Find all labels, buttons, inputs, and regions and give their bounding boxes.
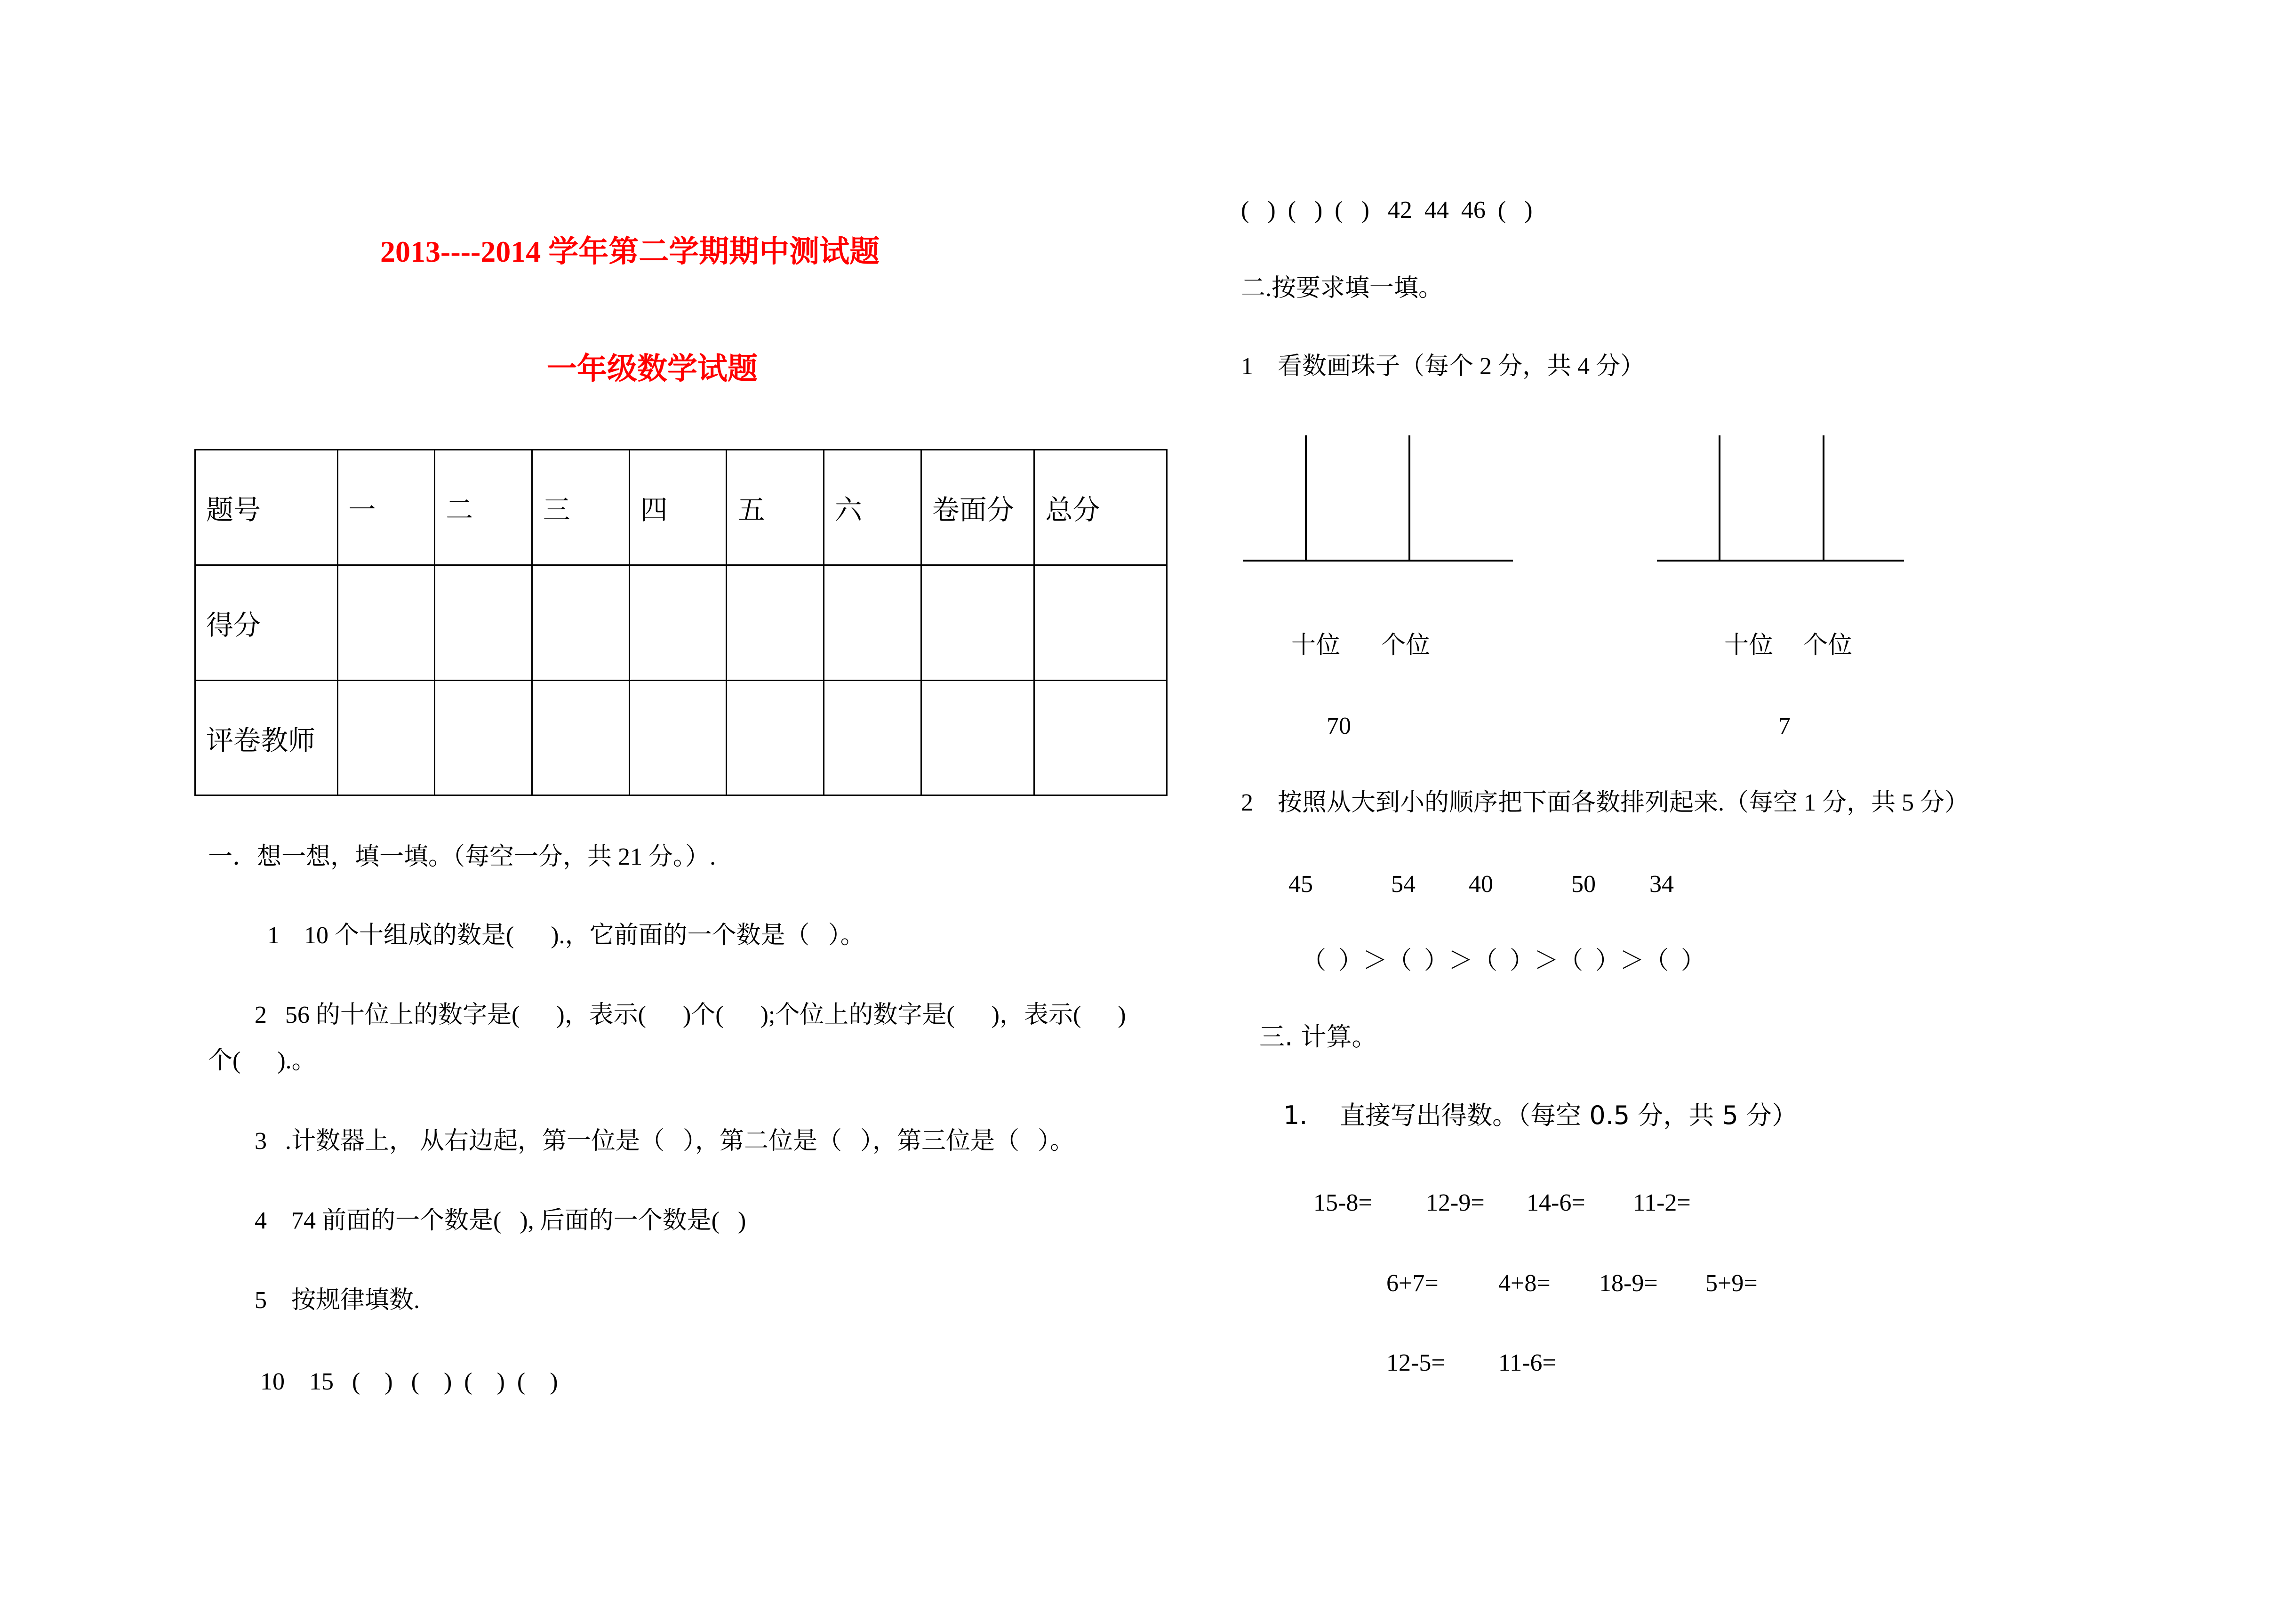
grader-cell[interactable]: [532, 681, 629, 795]
arithmetic-item: 12-9=: [1426, 1189, 1485, 1216]
score-table-header-cell: 题号: [195, 450, 338, 565]
exam-title: 2013----2014 学年第二学期期中测试题: [380, 235, 880, 268]
arithmetic-item: 4+8=: [1498, 1270, 1551, 1297]
section1-q3: 3 .计数器上， 从右边起，第一位是（ ），第二位是（ ），第三位是（ ）。: [255, 1128, 1075, 1155]
score-table-header-cell: 五: [727, 450, 824, 565]
score-table-header-cell: 三: [532, 450, 629, 565]
section1-q5-sequence: 10 15 ( ) ( ) ( ) ( ): [260, 1368, 558, 1395]
arithmetic-item: 11-2=: [1633, 1189, 1691, 1216]
section1-q1: 1 10 个十组成的数是( ).，它前面的一个数是（ ）。: [267, 922, 865, 949]
abacus-ones-label: 个位: [1381, 632, 1431, 659]
arithmetic-item: 18-9=: [1599, 1270, 1658, 1297]
score-table-header-cell: 四: [629, 450, 727, 565]
section1-q5: 5 按规律填数.: [255, 1287, 420, 1314]
score-cell[interactable]: [629, 565, 727, 681]
abacus-ones-label: 个位: [1803, 632, 1853, 659]
number-item: 50: [1571, 871, 1596, 898]
exam-subtitle: 一年级数学试题: [547, 352, 758, 385]
section1-heading: 一．想一想，填一填。（每空一分，共 21 分。）.: [208, 843, 716, 870]
abacus-number: 7: [1778, 713, 1791, 739]
score-table-row-label: 评卷教师: [195, 681, 338, 795]
number-item: 54: [1391, 871, 1416, 898]
abacus-tens-label: 十位: [1291, 632, 1341, 659]
order-blanks: （ ）＞（ ）＞（ ）＞（ ）＞（ ）: [1302, 948, 1706, 974]
score-table-row: [195, 565, 1167, 681]
abacus-tens-label: 十位: [1724, 632, 1774, 659]
section2-heading: 二.按要求填一填。: [1241, 275, 1443, 302]
section2-q2: 2 按照从大到小的顺序把下面各数排列起来.（每空 1 分，共 5 分）: [1241, 789, 1969, 816]
score-cell[interactable]: [824, 565, 921, 681]
abacus-ones-rod: [1823, 435, 1824, 561]
grader-cell[interactable]: [1034, 681, 1167, 795]
abacus-tens-rod: [1305, 435, 1307, 561]
score-table: [194, 449, 1168, 796]
score-cell[interactable]: [921, 565, 1034, 681]
grader-cell[interactable]: [435, 681, 532, 795]
number-item: 45: [1288, 871, 1313, 898]
arithmetic-item: 11-6=: [1498, 1349, 1556, 1376]
score-cell[interactable]: [435, 565, 532, 681]
section1-q4: 4 74 前面的一个数是( ), 后面的一个数是( ): [255, 1207, 746, 1234]
grader-cell[interactable]: [629, 681, 727, 795]
score-table-header-cell: 一: [337, 450, 435, 565]
score-cell[interactable]: [727, 565, 824, 681]
score-cell[interactable]: [337, 565, 435, 681]
score-cell[interactable]: [532, 565, 629, 681]
grader-cell[interactable]: [727, 681, 824, 795]
abacus-ones-rod: [1408, 435, 1410, 561]
section3-q1: 1. 直接写出得数。（每空 0.5 分，共 5 分）: [1283, 1100, 1798, 1130]
section2-q1: 1 看数画珠子（每个 2 分，共 4 分）: [1241, 353, 1645, 380]
abacus-base-line: [1243, 560, 1513, 562]
sequence-continuation: ( ) ( ) ( ) 42 44 46 ( ): [1241, 197, 1533, 224]
score-table-header-cell: 总分: [1034, 450, 1167, 565]
score-table-header-cell: 二: [435, 450, 532, 565]
number-item: 34: [1649, 871, 1674, 898]
arithmetic-item: 5+9=: [1705, 1270, 1758, 1297]
score-table-header-cell: 卷面分: [921, 450, 1034, 565]
score-table-header-row: [195, 450, 1167, 565]
grader-cell[interactable]: [921, 681, 1034, 795]
score-table-row: [195, 681, 1167, 795]
section1-q2-line2: 个( ).。: [208, 1047, 316, 1074]
grader-cell[interactable]: [824, 681, 921, 795]
arithmetic-item: 12-5=: [1386, 1349, 1445, 1376]
abacus-base-line: [1657, 560, 1904, 562]
score-table-row-label: 得分: [195, 565, 338, 681]
score-table-header-cell: 六: [824, 450, 921, 565]
section1-q2-line1: 2 56 的十位上的数字是( )，表示( )个( );个位上的数字是( )，表示( ): [255, 1002, 1126, 1028]
section3-heading: 三. 计算。: [1259, 1022, 1377, 1052]
grader-cell[interactable]: [337, 681, 435, 795]
arithmetic-item: 15-8=: [1313, 1189, 1372, 1216]
number-item: 40: [1469, 871, 1493, 898]
abacus-number: 70: [1327, 713, 1351, 739]
score-cell[interactable]: [1034, 565, 1167, 681]
arithmetic-item: 14-6=: [1527, 1189, 1585, 1216]
arithmetic-item: 6+7=: [1386, 1270, 1439, 1297]
abacus-tens-rod: [1719, 435, 1720, 561]
